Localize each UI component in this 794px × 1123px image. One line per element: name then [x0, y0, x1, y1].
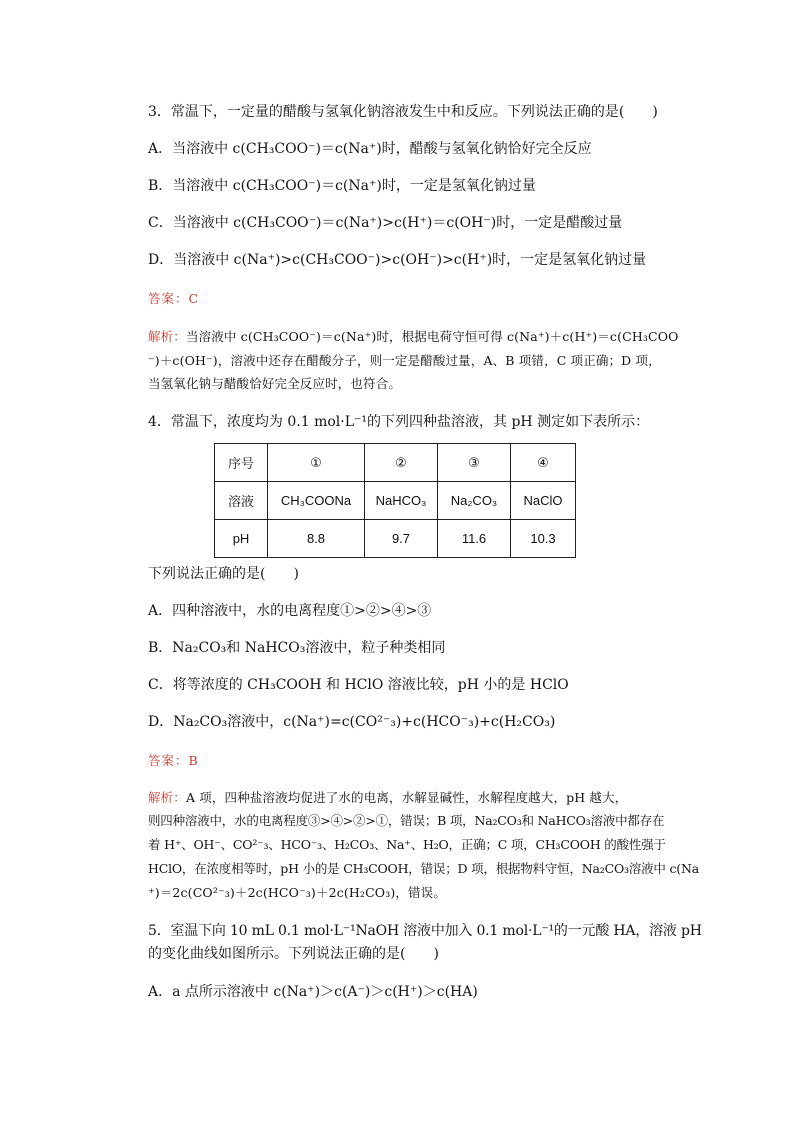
table-cell: ① [268, 444, 365, 482]
table-cell: 8.8 [268, 520, 365, 558]
q3-option-a: A．当溶液中 c(CH₃COO⁻)＝c(Na⁺)时，醋酸与氢氧化钠恰好完全反应 [148, 141, 592, 157]
q4-stem: 4．常温下，浓度均为 0.1 mol·L⁻¹的下列四种盐溶液，其 pH 测定如下表所示： [148, 414, 650, 430]
q4-answer [148, 752, 199, 770]
q3-explanation-line-2: ⁻)＋c(OH⁻)，溶液中还存在醋酸分子，则一定是醋酸过量，A、B 项错，C 项正确；D 项， [148, 353, 661, 368]
q3-answer-value: C [188, 291, 200, 306]
q4-option-c: C．将等浓度的 CH₃COOH 和 HClO 溶液比较，pH 小的是 HClO [148, 677, 569, 693]
q3-option-d: D．当溶液中 c(Na⁺)>c(CH₃COO⁻)>c(OH⁻)>c(H⁺)时，一定是氢氧化钠过量 [148, 252, 647, 268]
q4-explanation-line-1 [148, 789, 627, 807]
q5-stem-line-1: 5．室温下向 10 mL 0.1 mol·L⁻¹NaOH 溶液中加入 0.1 mol·L⁻¹的一元酸 HA，溶液 pH [148, 923, 702, 939]
table-cell: 11.6 [438, 520, 511, 558]
q3-option-b: B．当溶液中 c(CH₃COO⁻)＝c(Na⁺)时，一定是氢氧化钠过量 [148, 178, 536, 194]
q5-stem-line-2: 的变化曲线如图所示。下列说法正确的是( ) [148, 946, 439, 962]
table-row [215, 482, 576, 520]
table-cell: 序号 [215, 444, 268, 482]
q3-explanation-text-1: 当溶液中 c(CH₃COO⁻)＝c(Na⁺)时，根据电荷守恒可得 c(Na⁺)＋c(H⁺)＝c(CH₃COO [185, 329, 679, 344]
q4-answer-label: 答案： [148, 753, 189, 768]
q4-explanation-line-5: ⁺)＝2c(CO²⁻₃)＋2c(HCO⁻₃)＋2c(H₂CO₃)，错误。 [148, 885, 446, 900]
q3-explanation-label: 解析： [148, 329, 186, 344]
table-cell: 9.7 [365, 520, 438, 558]
table-cell: NaHCO₃ [365, 482, 438, 520]
q4-option-d: D．Na₂CO₃溶液中，c(Na⁺)=c(CO²⁻₃)+c(HCO⁻₃)+c(H₂CO₃) [148, 714, 556, 730]
table-cell: NaClO [511, 482, 576, 520]
q3-explanation-line-1 [148, 328, 679, 346]
q3-answer [148, 290, 199, 308]
q3-explanation-line-3: 当氢氧化钠与醋酸恰好完全反应时，也符合。 [148, 376, 402, 391]
table-cell: 10.3 [511, 520, 576, 558]
q3-stem: 3．常温下，一定量的醋酸与氢氧化钠溶液发生中和反应。下列说法正确的是( ) [148, 104, 658, 120]
q3-answer-label: 答案： [148, 291, 189, 306]
q4-explanation-line-2: 则四种溶液中，水的电离程度③>④>②>①，错误；B 项，Na₂CO₃和 NaHCO₃溶液中都存在 [148, 813, 665, 828]
q4-option-a: A．四种溶液中，水的电离程度①>②>④>③ [148, 603, 432, 619]
table-cell: 溶液 [215, 482, 268, 520]
ph-table [214, 443, 576, 558]
table-row [215, 520, 576, 558]
table-cell: pH [215, 520, 268, 558]
q4-explanation-line-4: HClO，在浓度相等时，pH 小的是 CH₃COOH，错误；D 项，根据物料守恒，Na₂CO₃溶液中 c(Na [148, 861, 699, 876]
q4-explanation-label: 解析： [148, 790, 186, 805]
table-cell: ③ [438, 444, 511, 482]
table-cell: ④ [511, 444, 576, 482]
q4-explanation-text-1: A 项，四种盐溶液均促进了水的电离，水解显碱性，水解程度越大，pH 越大， [185, 790, 628, 805]
q4-question: 下列说法正确的是( ) [148, 566, 299, 582]
table-header-row [215, 444, 576, 482]
q3-option-c: C．当溶液中 c(CH₃COO⁻)＝c(Na⁺)>c(H⁺)＝c(OH⁻)时，一定是醋酸过量 [148, 215, 623, 231]
table-cell: Na₂CO₃ [438, 482, 511, 520]
q4-explanation-line-3: 着 H⁺、OH⁻、CO²⁻₃、HCO⁻₃、H₂CO₃、Na⁺、H₂O，正确；C 项，CH₃COOH 的酸性强于 [148, 837, 666, 852]
q4-option-b: B．Na₂CO₃和 NaHCO₃溶液中，粒子种类相同 [148, 640, 446, 656]
q4-answer-value: B [188, 753, 199, 768]
table-cell: ② [365, 444, 438, 482]
table-cell: CH₃COONa [268, 482, 365, 520]
q5-option-a: A．a 点所示溶液中 c(Na⁺)＞c(A⁻)＞c(H⁺)＞c(HA) [148, 984, 478, 1000]
